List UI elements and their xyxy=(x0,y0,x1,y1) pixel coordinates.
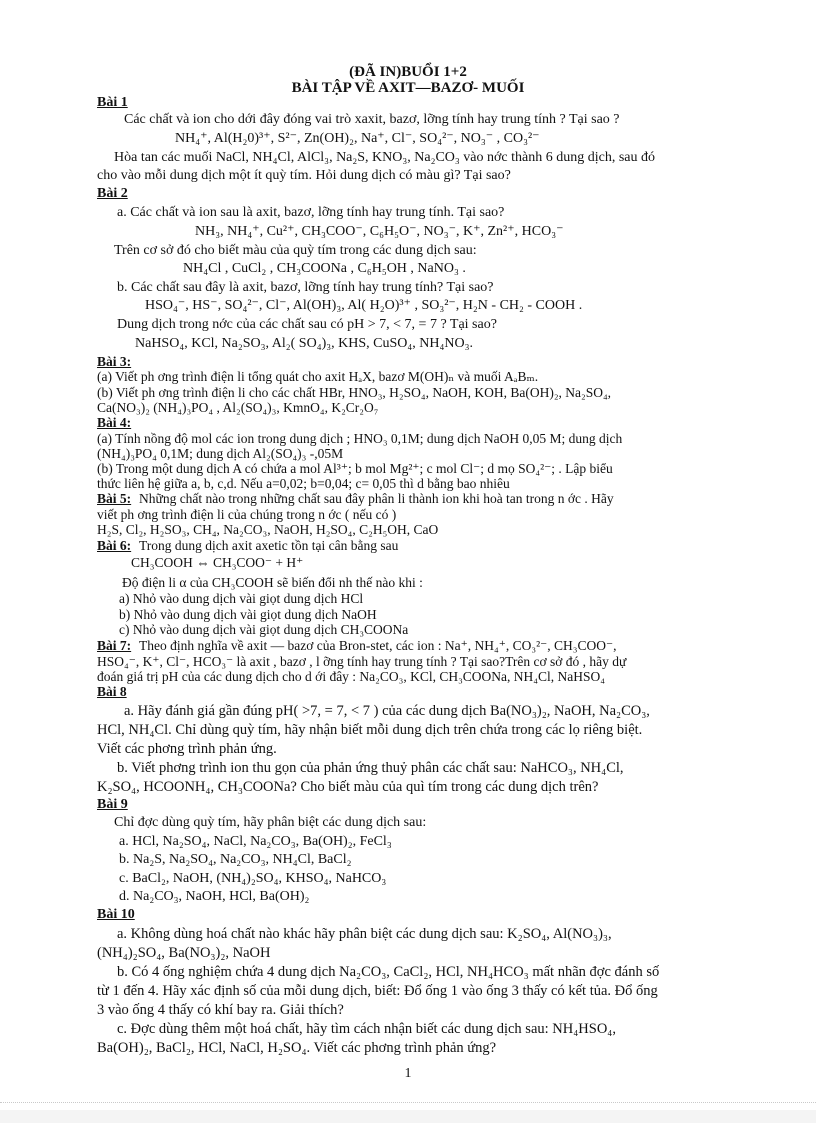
list-item: c) Nhỏ vào dung dịch vài giọt dung dịch CH₃COONa xyxy=(119,622,409,637)
formula-line: HSO₄⁻, HS⁻, SO₄²⁻, Cl⁻, Al(OH)₃, Al( H₂O)³⁺ , SO₃²⁻, H₂N - CH₂ - COOH . xyxy=(145,298,583,313)
section-heading: Bài 2 xyxy=(97,186,128,201)
section-heading: Bài 6: xyxy=(97,538,132,553)
text-line: b. Các chất sau đây là axit, bazơ, lỡng tính hay trung tính? Tại sao? xyxy=(117,280,494,295)
section-heading: Bài 9 xyxy=(97,797,128,812)
text-line: (NH₄)₃PO₄ 0,1M; dung dịch Al₂(SO₄)₃ -,05M xyxy=(97,446,344,461)
formula-line: NaHSO₄, KCl, Na₂SO₃, Al₂( SO₄)₃, KHS, CuSO₄, NH₄NO₃. xyxy=(135,336,473,351)
text-line: viết ph ơng trình điện li của chúng trong n ớc ( nếu có ) xyxy=(97,507,397,522)
text-line: Hòa tan các muối NaCl, NH₄Cl, AlCl₃, Na₂S, KNO₃, Na₂CO₃ vào nớc thành 6 dung dịch, sau đó xyxy=(114,150,656,165)
text-line: HSO₄⁻, K⁺, Cl⁻, HCO₃⁻ là axit , bazơ , l ỡng tính hay trung tính ? Tại sao?Trên cơ sở đó , hãy dự xyxy=(97,654,627,669)
text-line: a. Hãy đánh giá gần đúng pH( >7, = 7, < 7 ) của các dung dịch Ba(NO₃)₂, NaOH, Na₂CO₃, xyxy=(124,703,650,719)
text-line: Dung dịch trong nớc của các chất sau có pH > 7, < 7, = 7 ? Tại sao? xyxy=(117,317,497,332)
section-heading: Bài 8 xyxy=(97,684,127,699)
text-line: Những chất nào trong những chất sau đây phân li thành ion khi hoà tan trong n ớc . Hãy xyxy=(139,491,614,506)
section-heading: Bài 7: xyxy=(97,638,132,653)
text-line: cho vào mỗi dung dịch một ít quỳ tím. Hỏi dung dịch có màu gì? Tại sao? xyxy=(97,168,511,183)
text-line: từ 1 đến 4. Hãy xác định số của mỗi dung dịch, biết: Đổ ống 1 vào ống 3 thấy có kết tủa. Đổ ống xyxy=(97,983,658,999)
section-heading: Bài 10 xyxy=(97,907,135,922)
text-line: Các chất và ion cho dới đây đóng vai trò xaxit, bazơ, lỡng tính hay trung tính ? Tại sao ? xyxy=(124,112,620,127)
page-bottom-divider xyxy=(0,1102,816,1103)
section-heading: Bài 4: xyxy=(97,415,132,430)
text-line: c. Đợc dùng thêm một hoá chất, hãy tìm cách nhận biết các dung dịch sau: NH₄HSO₄, xyxy=(117,1021,616,1037)
text-line: K₂SO₄, HCOONH₄, CH₃COONa? Cho biết màu của quì tím trong các dung dịch trên? xyxy=(97,779,599,795)
list-item: c. BaCl₂, NaOH, (NH₄)₂SO₄, KHSO₄, NaHCO₃ xyxy=(119,871,387,886)
page-gap-strip xyxy=(0,1110,816,1123)
header-line-1: (ĐÃ IN)BUỔI 1+2 xyxy=(349,64,467,80)
text-line: 3 vào ống 4 thấy có khí bay ra. Giải thích? xyxy=(97,1002,344,1018)
formula-line: NH₄⁺, Al(H₂0)³⁺, S²⁻, Zn(OH)₂, Na⁺, Cl⁻, SO₄²⁻, NO₃⁻ , CO₃²⁻ xyxy=(175,131,540,146)
equation-line: CH₃COOH ⇔ CH₃COO⁻ + H⁺ xyxy=(131,555,304,570)
text-line: Viết các phơng trình phản ứng. xyxy=(97,741,277,757)
text-line: b. Viết phơng trình ion thu gọn của phản ứng thuỷ phân các chất sau: NaHCO₃, NH₄Cl, xyxy=(117,760,624,776)
section-heading: Bài 1 xyxy=(97,95,128,110)
formula-line: H₂S, Cl₂, H₂SO₃, CH₄, Na₂CO₃, NaOH, H₂SO₄, C₂H₅OH, CaO xyxy=(97,522,439,537)
text-line: Trên cơ sở đó cho biết màu của quỳ tím trong các dung dịch sau: xyxy=(114,243,477,258)
text-line: Chỉ đợc dùng quỳ tím, hãy phân biệt các dung dịch sau: xyxy=(114,815,427,830)
text-line: (NH₄)₂SO₄, Ba(NO₃)₂, NaOH xyxy=(97,945,271,961)
list-item: a. HCl, Na₂SO₄, NaCl, Na₂CO₃, Ba(OH)₂, FeCl₃ xyxy=(119,834,392,849)
header-line-2: BÀI TẬP VỀ AXIT—BAZƠ- MUỐI xyxy=(291,80,525,96)
text-line: Trong dung dịch axit axetic tồn tại cân bằng sau xyxy=(139,538,399,553)
list-item: a) Nhỏ vào dung dịch vài giọt dung dịch HCl xyxy=(119,591,364,606)
formula-line: NH₄Cl , CuCl₂ , CH₃COONa , C₆H₅OH , NaNO₃ . xyxy=(183,261,466,276)
text-line: a. Các chất và ion sau là axit, bazơ, lỡng tính hay trung tính. Tại sao? xyxy=(117,205,505,220)
text-line: b. Có 4 ống nghiệm chứa 4 dung dịch Na₂CO₃, CaCl₂, HCl, NH₄HCO₃ mất nhãn đợc đánh số xyxy=(117,964,660,980)
text-line: Theo định nghĩa về axit — bazơ của Bron-stet, các ion : Na⁺, NH₄⁺, CO₃²⁻, CH₃COO⁻, xyxy=(139,638,617,653)
text-line: Độ điện li α của CH₃COOH sẽ biến đổi nh thế nào khi : xyxy=(122,575,423,590)
text-line: (b) Trong một dung dịch A có chứa a mol Al³⁺; b mol Mg²⁺; c mol Cl⁻; d mọ SO₄²⁻; . Lập biểu xyxy=(97,461,613,476)
text-line: thức liên hệ giữa a, b, c,d. Nếu a=0,02; b=0,04; c= 0,05 thì d bằng bao nhiêu xyxy=(97,476,510,491)
page-number: 1 xyxy=(404,1066,412,1081)
text-line: HCl, NH₄Cl. Chỉ dùng quỳ tím, hãy nhận biết mỗi dung dịch trên chứa trong các lọ riêng biệt. xyxy=(97,722,643,738)
text-line: đoán giá trị pH của các dung dịch cho d ới đây : Na₂CO₃, KCl, CH₃COONa, NH₄Cl, NaHSO₄ xyxy=(97,669,605,684)
section-heading: Bài 3: xyxy=(97,354,132,369)
text-line: Ba(OH)₂, BaCl₂, HCl, NaCl, H₂SO₄. Viết các phơng trình phản ứng? xyxy=(97,1040,497,1056)
text-line: Ca(NO₃)₂ (NH₄)₃PO₄ , Al₂(SO₄)₃, KmnO₄, K₂Cr₂O₇ xyxy=(97,400,379,415)
text-line: (a) Viết ph ơng trình điện li tổng quát cho axit HₐX, bazơ M(OH)ₙ và muối AₐBₘ. xyxy=(97,369,539,384)
list-item: d. Na₂CO₃, NaOH, HCl, Ba(OH)₂ xyxy=(119,889,310,904)
section-heading: Bài 5: xyxy=(97,491,132,506)
list-item: b. Na₂S, Na₂SO₄, Na₂CO₃, NH₄Cl, BaCl₂ xyxy=(119,852,352,867)
text-line: (b) Viết ph ơng trình điện li cho các chất HBr, HNO₃, H₂SO₄, NaOH, KOH, Ba(OH)₂, Na₂SO₄, xyxy=(97,385,612,400)
list-item: b) Nhỏ vào dung dịch vài giọt dung dịch NaOH xyxy=(119,607,377,622)
text-line: a. Không dùng hoá chất nào khác hãy phân biệt các dung dịch sau: K₂SO₄, Al(NO₃)₃, xyxy=(117,926,612,942)
text-line: (a) Tính nồng độ mol các ion trong dung dịch ; HNO₃ 0,1M; dung dịch NaOH 0,05 M; dung dịch xyxy=(97,431,623,446)
formula-line: NH₃, NH₄⁺, Cu²⁺, CH₃COO⁻, C₆H₅O⁻, NO₃⁻, K⁺, Zn²⁺, HCO₃⁻ xyxy=(195,224,564,239)
